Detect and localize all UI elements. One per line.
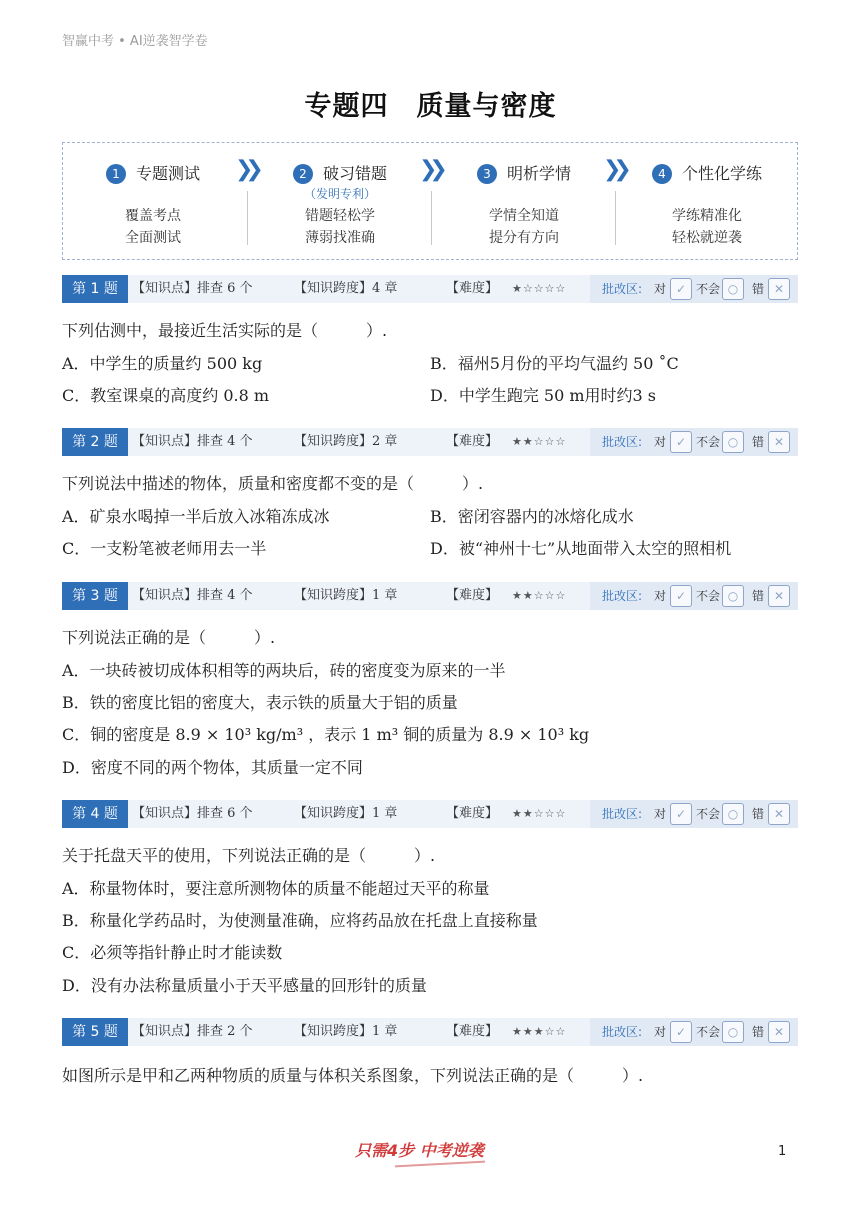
wrong-label: 错: [752, 1025, 765, 1039]
step-line: 全面测试: [125, 230, 181, 246]
unknown-checkbox[interactable]: ○: [722, 1021, 744, 1043]
option-c: C．铜的密度是 8.9 × 10³ kg/m³ ，表示 1 m³ 铜的质量为 8.9 × 10³ kg: [62, 725, 590, 744]
question-stem: 关于托盘天平的使用，下列说法正确的是（ ）.: [62, 846, 436, 865]
grading-area: [590, 582, 798, 610]
grading-label: 批改区:: [602, 807, 643, 821]
question-bar: [62, 800, 798, 828]
wrong-checkbox[interactable]: ✕: [768, 278, 790, 300]
question-bar: [62, 582, 798, 610]
step-line: 轻松就逆袭: [672, 230, 742, 246]
step-line: 覆盖考点: [125, 208, 181, 224]
step-1: [63, 143, 243, 259]
difficulty-stars: ★★☆☆☆: [512, 807, 567, 820]
question-bar: [62, 275, 798, 303]
page-title: 专题四 质量与密度: [304, 91, 557, 122]
wrong-label: 错: [752, 807, 765, 821]
question-number: 第 1 题: [62, 275, 128, 303]
knowledge-info: 【知识点】排查 6 个: [132, 281, 253, 296]
unknown-label: 不会: [696, 435, 721, 449]
correct-label: 对: [654, 589, 667, 603]
step-line: 薄弱找准确: [305, 230, 375, 246]
footer-underline: [395, 1161, 485, 1168]
wrong-label: 错: [752, 282, 765, 296]
span-info: 【知识跨度】1 章: [294, 1024, 398, 1039]
correct-checkbox[interactable]: ✓: [670, 803, 692, 825]
knowledge-info: 【知识点】排查 6 个: [132, 806, 253, 821]
step-4: [617, 143, 797, 259]
wrong-checkbox[interactable]: ✕: [768, 803, 790, 825]
question-bar: [62, 428, 798, 456]
difficulty-label: 【难度】: [446, 1024, 499, 1039]
option-b: B．铁的密度比铝的密度大，表示铁的质量大于铝的质量: [62, 693, 458, 712]
question-number: 第 3 题: [62, 582, 128, 610]
grading-area: [590, 275, 798, 303]
unknown-checkbox[interactable]: ○: [722, 585, 744, 607]
grading-area: [590, 428, 798, 456]
option-d: D．没有办法称量质量小于天平感量的回形针的质量: [62, 976, 427, 995]
knowledge-info: 【知识点】排查 4 个: [132, 434, 253, 449]
correct-checkbox[interactable]: ✓: [670, 431, 692, 453]
unknown-checkbox[interactable]: ○: [722, 803, 744, 825]
unknown-checkbox[interactable]: ○: [722, 431, 744, 453]
difficulty-label: 【难度】: [446, 281, 499, 296]
wrong-label: 错: [752, 435, 765, 449]
option-a: A．矿泉水喝掉一半后放入冰箱冻成冰: [62, 507, 330, 526]
question-number: 第 4 题: [62, 800, 128, 828]
divider: [615, 191, 616, 245]
step-title: 专题测试: [135, 164, 200, 183]
difficulty-label: 【难度】: [446, 588, 499, 603]
grading-label: 批改区:: [602, 1025, 643, 1039]
span-info: 【知识跨度】1 章: [294, 588, 398, 603]
step-line: 学情全知道: [489, 208, 559, 224]
option-c: C．必须等指针静止时才能读数: [62, 943, 283, 962]
step-number: 3: [477, 164, 497, 184]
wrong-label: 错: [752, 589, 765, 603]
unknown-label: 不会: [696, 282, 721, 296]
divider: [431, 191, 432, 245]
step-2: [249, 143, 431, 259]
grading-label: 批改区:: [602, 282, 643, 296]
question-bar: [62, 1018, 798, 1046]
option-a: A．称量物体时，要注意所测物体的质量不能超过天平的称量: [62, 879, 490, 898]
correct-label: 对: [654, 435, 667, 449]
step-title: 明析学情: [506, 164, 571, 183]
correct-checkbox[interactable]: ✓: [670, 585, 692, 607]
chevron-right-icon: ❯❯: [603, 157, 624, 182]
correct-checkbox[interactable]: ✓: [670, 1021, 692, 1043]
option-b: B．密闭容器内的冰熔化成水: [430, 507, 634, 526]
difficulty-label: 【难度】: [446, 434, 499, 449]
step-line: 学练精准化: [672, 208, 742, 224]
step-subtitle: （发明专利）: [303, 187, 376, 201]
difficulty-label: 【难度】: [446, 806, 499, 821]
unknown-label: 不会: [696, 807, 721, 821]
difficulty-stars: ★★☆☆☆: [512, 435, 567, 448]
step-title: 破习错题: [322, 164, 387, 183]
chevron-right-icon: ❯❯: [419, 157, 440, 182]
option-d: D．密度不同的两个物体，其质量一定不同: [62, 758, 363, 777]
question-number: 第 2 题: [62, 428, 128, 456]
chevron-right-icon: ❯❯: [235, 157, 256, 182]
brand-header: 智赢中考 • AI逆袭智学卷: [62, 34, 208, 49]
step-title: 个性化学练: [681, 164, 762, 183]
correct-label: 对: [654, 1025, 667, 1039]
difficulty-stars: ★★★☆☆: [512, 1025, 567, 1038]
step-line: 提分有方向: [489, 230, 559, 246]
footer-slogan: 只需4步 中考逆袭: [355, 1141, 484, 1160]
unknown-label: 不会: [696, 589, 721, 603]
correct-label: 对: [654, 807, 667, 821]
option-a: A．一块砖被切成体积相等的两块后，砖的密度变为原来的一半: [62, 661, 506, 680]
wrong-checkbox[interactable]: ✕: [768, 1021, 790, 1043]
question-stem: 下列估测中，最接近生活实际的是（ ）.: [62, 321, 388, 340]
span-info: 【知识跨度】1 章: [294, 806, 398, 821]
option-d: D．中学生跑完 50 m用时约3 s: [430, 386, 657, 405]
question-stem: 如图所示是甲和乙两种物质的质量与体积关系图象，下列说法正确的是（ ）.: [62, 1066, 644, 1085]
correct-label: 对: [654, 282, 667, 296]
option-c: C．一支粉笔被老师用去一半: [62, 539, 267, 558]
divider: [247, 191, 248, 245]
unknown-label: 不会: [696, 1025, 721, 1039]
page-number: 1: [778, 1144, 787, 1159]
wrong-checkbox[interactable]: ✕: [768, 585, 790, 607]
steps-panel: [62, 142, 798, 260]
question-stem: 下列说法中描述的物体，质量和密度都不变的是（ ）.: [62, 474, 484, 493]
step-number: 2: [293, 164, 313, 184]
unknown-checkbox[interactable]: ○: [722, 278, 744, 300]
step-number: 4: [652, 164, 672, 184]
question-stem: 下列说法正确的是（ ）.: [62, 628, 276, 647]
knowledge-info: 【知识点】排查 2 个: [132, 1024, 253, 1039]
wrong-checkbox[interactable]: ✕: [768, 431, 790, 453]
question-number: 第 5 题: [62, 1018, 128, 1046]
grading-area: [590, 1018, 798, 1046]
span-info: 【知识跨度】4 章: [294, 281, 398, 296]
span-info: 【知识跨度】2 章: [294, 434, 398, 449]
difficulty-stars: ★☆☆☆☆: [512, 282, 567, 295]
option-d: D．被“神州十七”从地面带入太空的照相机: [430, 539, 732, 558]
grading-area: [590, 800, 798, 828]
step-line: 错题轻松学: [305, 208, 375, 224]
step-number: 1: [106, 164, 126, 184]
option-b: B．福州5月份的平均气温约 50 ˚C: [430, 354, 679, 373]
option-c: C．教室课桌的高度约 0.8 m: [62, 386, 270, 405]
option-a: A．中学生的质量约 500 kg: [62, 354, 263, 373]
grading-label: 批改区:: [602, 435, 643, 449]
knowledge-info: 【知识点】排查 4 个: [132, 588, 253, 603]
correct-checkbox[interactable]: ✓: [670, 278, 692, 300]
step-3: [433, 143, 615, 259]
option-b: B．称量化学药品时，为使测量准确，应将药品放在托盘上直接称量: [62, 911, 538, 930]
grading-label: 批改区:: [602, 589, 643, 603]
difficulty-stars: ★★☆☆☆: [512, 589, 567, 602]
